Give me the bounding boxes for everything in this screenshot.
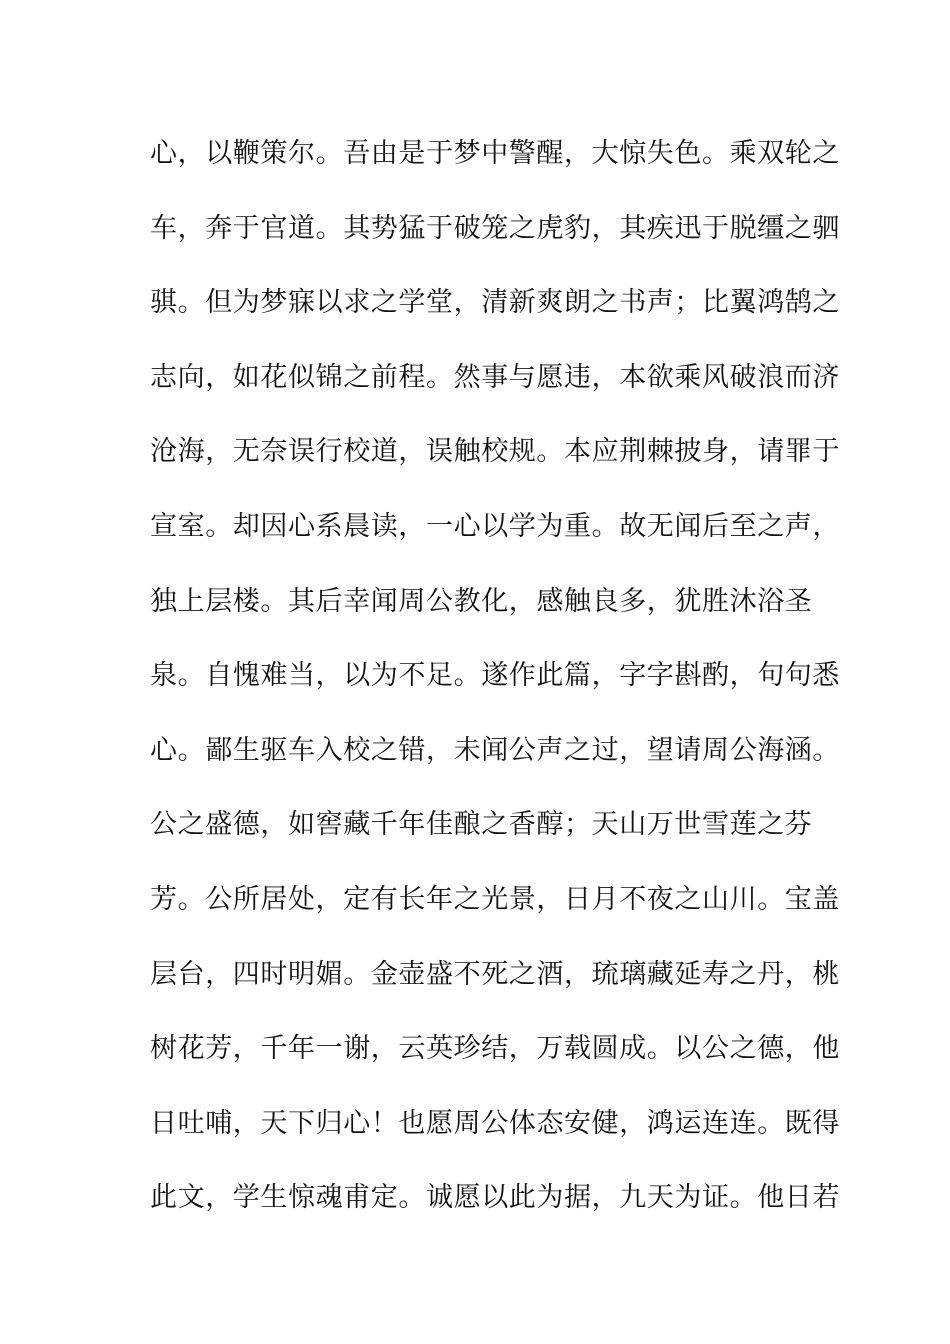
text-line: 骐。但为梦寐以求之学堂，清新爽朗之书声；比翼鸿鹄之 xyxy=(150,287,840,319)
text-line: 层台，四时明媚。金壶盛不死之酒，琉璃藏延寿之丹，桃 xyxy=(150,958,840,990)
text-line: 此文，学生惊魂甫定。诚愿以此为据，九天为证。他日若 xyxy=(150,1182,840,1214)
text-line: 独上层楼。其后幸闻周公教化，感触良多，犹胜沐浴圣 xyxy=(150,585,813,617)
text-line: 泉。自愧难当，以为不足。遂作此篇，字字斟酌，句句悉 xyxy=(150,660,840,692)
text-line: 志向，如花似锦之前程。然事与愿违，本欲乘风破浪而济 xyxy=(150,361,840,393)
text-line: 沧海，无奈误行校道，误触校规。本应荆棘披身，请罪于 xyxy=(150,436,840,468)
text-line: 宣室。却因心系晨读，一心以学为重。故无闻后至之声， xyxy=(150,510,840,542)
text-line: 日吐哺，天下归心！也愿周公体态安健，鸿运连连。既得 xyxy=(150,1107,840,1139)
text-line: 心。鄙生驱车入校之错，未闻公声之过，望请周公海涵。 xyxy=(150,734,840,766)
text-line: 车，奔于官道。其势猛于破笼之虎豹，其疾迅于脱缰之驷 xyxy=(150,212,840,244)
text-line: 芳。公所居处，定有长年之光景，日月不夜之山川。宝盖 xyxy=(150,883,840,915)
text-line: 树花芳，千年一谢，云英珍结，万载圆成。以公之德，他 xyxy=(150,1033,840,1065)
text-line: 心，以鞭策尔。吾由是于梦中警醒，大惊失色。乘双轮之 xyxy=(150,138,840,169)
body-text xyxy=(150,131,840,1250)
text-line: 公之盛德，如窖藏千年佳酿之香醇；天山万世雪莲之芬 xyxy=(150,809,813,841)
